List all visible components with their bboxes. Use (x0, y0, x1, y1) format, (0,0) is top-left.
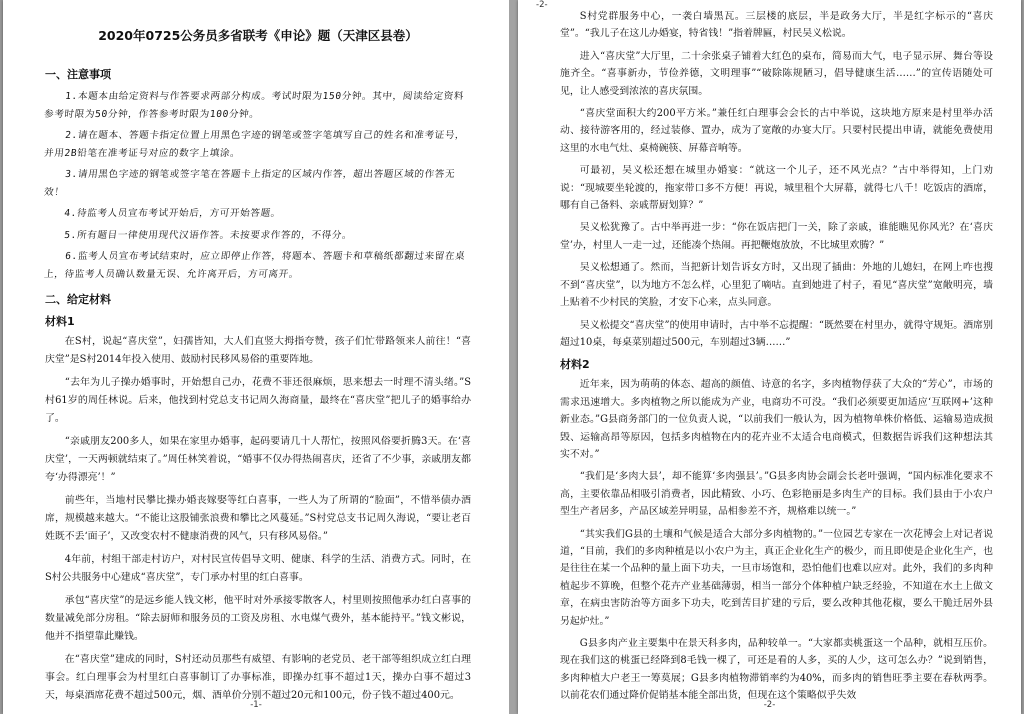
notice-item: 6.监考人员宣布考试结束时，应立即停止作答，将题本、答题卡和草稿纸都翻过来留在桌上，待监考人员确认数量无误、允许离开后，方可离开。 (43, 251, 466, 280)
body-paragraph: 进入“喜庆堂”大厅里，二十余张桌子铺着大红色的桌布，简易而大气，电子显示屏、舞台等设施齐全。“喜事新办，节俭养德，文明理事”“破除陈规陋习，倡导健康生活……”的宣传语随处可见，让人感受到浓浓的喜庆氛围。 (560, 50, 993, 97)
body-paragraph: 在“喜庆堂”建成的同时，S村还动员那些有威望、有影响的老党员、老干部等组织成立红白理事会。红白理事会为村里红白喜事制订了办事标准，即操办红事不超过1天，操办白事不超过3天，每桌酒席花费不超过500元，烟、酒单价分别不超过20元和100元，份子钱不超过400元。 (45, 654, 471, 701)
material-heading: 材料2 (560, 358, 590, 372)
body-paragraph: 吴义松犹豫了。古中举再进一步：“你在饭店把门一关，除了亲戚，谁能瞧见你风光？在‘喜庆堂’办，村里人一走一过，还能凑个热闹。再把鞭炮放放，不比城里欢腾？” (560, 222, 993, 251)
body-paragraph: “喜庆堂面积大约200平方米。”兼任红白理事会会长的古中举说，这块地方原来是村里举办活动、接待游客用的，经过装修、置办，成为了宽敞的办宴大厅。只要村民提出申请，就能免费使用这里的水电气灶、桌椅碗筷、屏幕音响等。 (560, 108, 993, 154)
body-paragraph: “其实我们G县的土壤和气候是适合大部分多肉植物的。”一位园艺专家在一次花博会上对记者说道，“目前，我们的多肉种植是以小农户为主，真正企业化生产的极少，而且即使是企业化生产，也是往往在某一个品种的量上面下功夫，一旦市场饱和，恐怕他们也难以应对。此外，我们的多肉种植起步不算晚，但整个花卉产业基础薄弱，相当一部分个体种植户缺乏经验，不知道在水土上做文章，在病虫害防治等方面多下功夫，吃到苦目扩建的亏后，要么改种其他花椒，要么干脆迁居外县另起炉灶。” (560, 528, 993, 627)
body-paragraph: 近年来，因为萌萌的体态、超高的颜值、诗意的名字，多肉植物俘获了大众的“芳心”，市场的需求迅速增大。多肉植物之所以能成为产业，电商功不可没。“我们必须要更加适应‘互联网+’这种新业态。”G县商务部门的一位负责人说，“以前我们一般认为，因为植物单株价格低、运输易造成损毁、运输高昂等原因，包括多肉植物在内的花卉业不太适合电商模式，但数据告诉我们这种想法其实不对。” (560, 379, 993, 460)
body-paragraph: 4年前，村组干部走村访户，对村民宣传倡导文明、健康、科学的生活、消费方式。同时，在S村公共服务中心建成“喜庆堂”，专门承办村里的红白喜事。 (45, 554, 471, 583)
page-number: -2- (763, 700, 776, 710)
page-number-top: -2- (536, 0, 548, 10)
document-title: 2020年0725公务员多省联考《申论》题（天津区县卷） (98, 28, 418, 43)
material-heading: 材料1 (45, 315, 75, 328)
notice-item: 1.本题本由给定资料与作答要求两部分构成。考试时限为150分钟。其中，阅读给定资料参考时限为50分钟，作答参考时限为100分钟。 (43, 91, 465, 120)
notice-item: 5.所有题目一律使用现代汉语作答。未按要求作答的，不得分。 (63, 229, 353, 241)
document-page-1 (3, 0, 509, 714)
body-paragraph: 吴义松想通了。然而，当把新计划告诉女方时，又出现了插曲：外地的儿媳妇，在网上咋也搜不到“喜庆堂”，以为地方不怎么样，心里犯了嘀咕。直到她进了村子，看见“喜庆堂”宽敞明亮，墙上贴着不少村民的笑脸，才安下心来，点头同意。 (560, 262, 993, 309)
body-paragraph: “亲戚朋友200多人，如果在家里办婚事，起码要请几十人帮忙，按照风俗要折腾3天。在‘喜庆堂’，一天两顿就结束了。”周任林笑着说，“婚事不仅办得热闹喜庆，还省了不少事，亲戚朋友都夸‘办得漂亮’！” (45, 436, 471, 483)
body-paragraph: “我们是‘多肉大县’，却不能算‘多肉强县’。”G县多肉协会副会长老叶强调，“国内标准化要求不高，主要依靠品相吸引消费者，因此精致、小巧、色彩艳丽是多肉生产的目标。我们县由于小农户型生产者居多，产品区域差异明显，品相参差不齐，规格难以统一。” (560, 471, 993, 518)
document-page-2 (518, 0, 1021, 714)
notice-item: 3.请用黑色字迹的钢笔或签字笔在答题卡上指定的区域内作答，超出答题区域的作答无效！ (43, 169, 456, 198)
body-paragraph: 承包“喜庆堂”的是远乡能人钱文彬，他平时对外承接零散客人，村里则按照他承办红白喜事的数量减免部分房租。“除去厨师和服务员的工资及房租、水电煤气费外，基本能持平。”钱文彬说，他并不指望靠此赚钱。 (45, 595, 471, 642)
notice-item: 4.待监考人员宣布考试开始后，方可开始答题。 (63, 208, 282, 219)
page-gutter (509, 0, 518, 714)
body-paragraph: S村党群服务中心，一袭白墙黑瓦。三层楼的底层，半是政务大厅，半是红字标示的“喜庆堂”。“我儿子在这儿办婚宴，特省钱！”指着牌匾，村民吴义松说。 (560, 11, 993, 40)
body-paragraph: 在S村，说起“喜庆堂”，妇孺皆知，大人们直竖大拇指夸赞，孩子们忙带路领来人前往！“喜庆堂”是S村2014年投入使用、鼓励村民移风易俗的重要阵地。 (45, 336, 471, 365)
body-paragraph: 前些年，当地村民攀比操办婚丧嫁娶等红白喜事，一些人为了所谓的“脸面”，不惜举债办酒席，规模越来越大。“不能让这股铺张浪费和攀比之风蔓延。”S村党总支书记周久海说，“要让老百姓既不丢‘面子’，又改变农村不健康消费的风气，只有移风易俗。” (45, 495, 471, 542)
notice-item: 2.请在题本、答题卡指定位置上用黑色字迹的钢笔或签字笔填写自己的姓名和准考证号，并用2B铅笔在准考证号对应的数字上填涂。 (43, 130, 466, 159)
page-number: -1- (250, 700, 262, 710)
body-paragraph: G县多肉产业主要集中在景天科多肉，品种较单一。“大家都卖桃蛋这一个品种，就相互压价。现在我们这的桃蛋已经降到8毛钱一棵了，可还是看的人多，买的人少，这可怎么办？”说到销售，多肉种植大户老王一筹莫展；G县多肉植物滞销率约为40%，而多肉的销售旺季主要在春秋两季。以前花农们通过降价促销基本能全部出货，但现在这个策略似乎失效 (560, 638, 993, 702)
body-paragraph: 可最初，吴义松还想在城里办婚宴：“就这一个儿子，还不风光点？”古中举得知，上门劝说：“现城要坐轮渡的，拖家带口多不方便！再说，城里租个大屏幕，就得七八千！吃饭店的酒席，哪有自己备料、亲戚帮厨划算？” (560, 165, 993, 212)
section-heading-notices: 一、注意事项 (45, 68, 111, 81)
body-paragraph: “去年为儿子操办婚事时，开始想自己办，花费不菲还很麻烦，思来想去一时理不清头绪。”S村61岁的周任林说。后来，他找到村党总支书记周久海商量，最终在“喜庆堂”把儿子的婚事给办了。 (45, 377, 471, 424)
section-heading-materials: 二、给定材料 (45, 293, 111, 306)
body-paragraph: 吴义松提交“喜庆堂”的使用申请时，古中举不忘提醒：“既然要在村里办，就得守规矩。酒席别超过10桌，每桌菜别超过500元，车别超过3辆……” (560, 319, 993, 348)
